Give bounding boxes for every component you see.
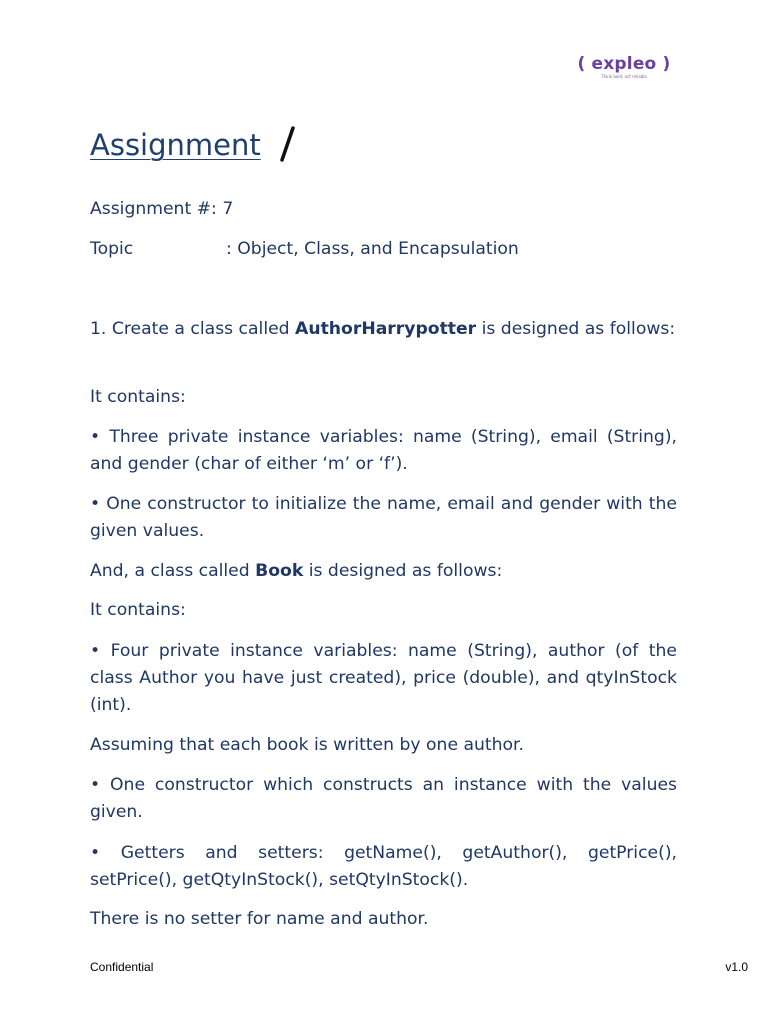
contains-label-1: It contains: <box>90 387 186 407</box>
book-class-name: Book <box>255 561 304 581</box>
contains-label-2: It contains: <box>90 600 186 620</box>
assumption-line: Assuming that each book is written by one author. <box>90 735 524 755</box>
assignment-number: Assignment #: 7 <box>90 199 234 219</box>
pen-mark-icon <box>276 124 298 166</box>
book-intro <box>90 558 677 585</box>
q1-suffix: is designed as follows: <box>476 319 676 339</box>
footer-version: v1.0 <box>725 960 748 974</box>
page-title: Assignment <box>90 128 261 162</box>
topic-value: : Object, Class, and Encapsulation <box>226 239 519 259</box>
logo-wordmark: ( expleo ) <box>577 54 671 74</box>
question-1 <box>90 316 677 343</box>
no-setter-line: There is no setter for name and author. <box>90 909 429 929</box>
q1-class-name: AuthorHarrypotter <box>295 319 477 339</box>
footer-confidential: Confidential <box>90 960 154 974</box>
book-suffix: is designed as follows: <box>303 561 503 581</box>
topic-label: Topic <box>90 239 134 259</box>
book-prefix: And, a class called <box>90 561 256 581</box>
logo-tagline: Think bold, act reliable <box>601 74 647 79</box>
bullet-getters-setters: • Getters and setters: getName(), getAuthor(), getPrice(), setPrice(), getQtyInStock(), setQtyInStock(). <box>90 843 677 890</box>
bullet-constructor: • One constructor to initialize the name, email and gender with the given values. <box>90 494 677 541</box>
q1-prefix: 1. Create a class called <box>90 319 296 339</box>
bullet-instance-vars: • Three private instance variables: name (String), email (String), and gender (char of either ‘m’ or ‘f’). <box>90 427 677 474</box>
topic-line <box>90 236 677 263</box>
bullet-book-vars: • Four private instance variables: name (String), author (of the class Author you have just created), price (double), and qtyInStock (int). <box>90 641 677 715</box>
expleo-logo <box>574 52 674 86</box>
bullet-book-constructor: • One constructor which constructs an instance with the values given. <box>90 775 677 822</box>
